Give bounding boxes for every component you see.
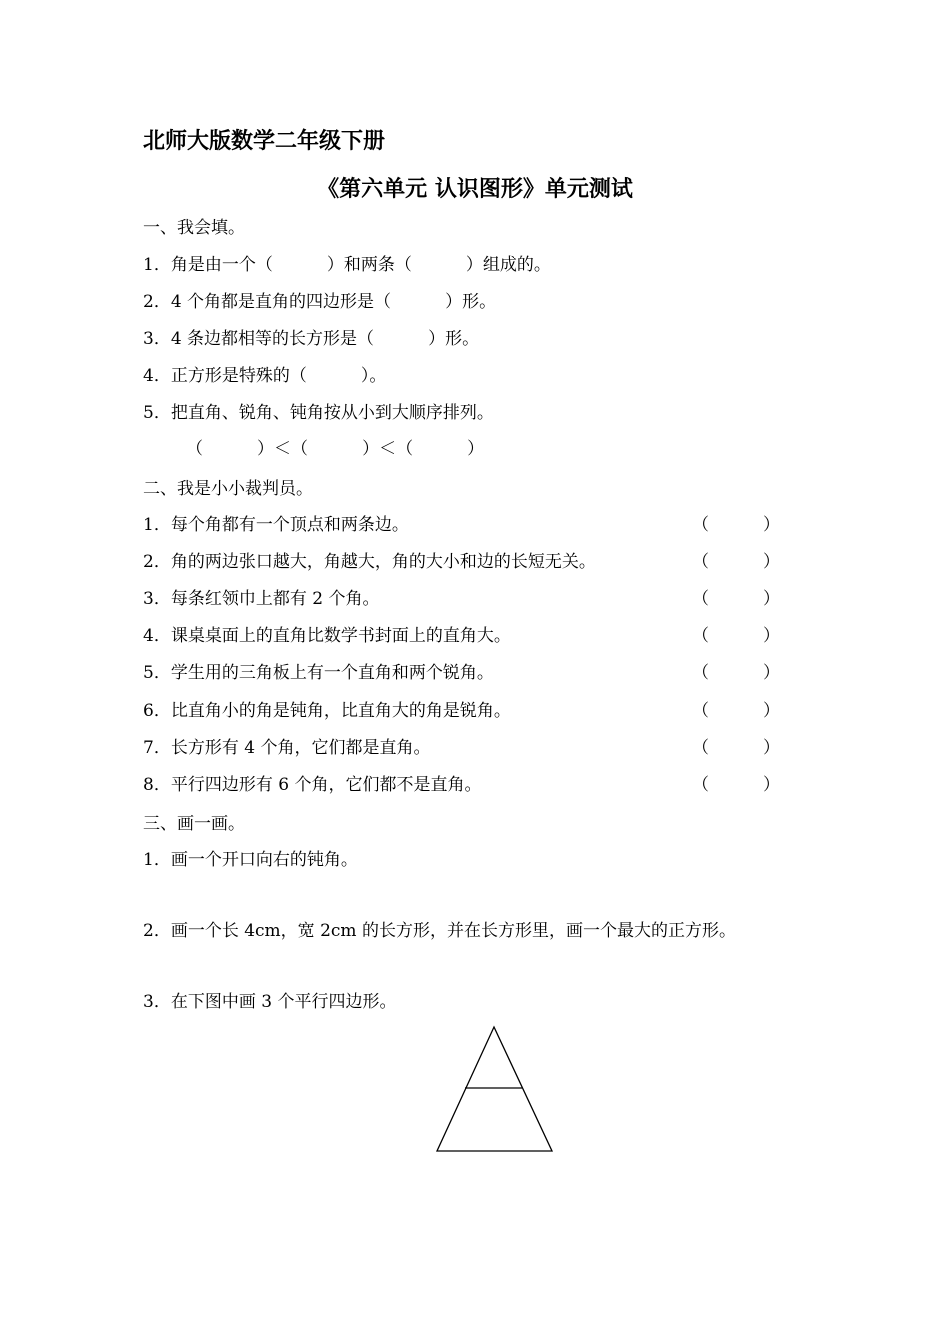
answer-blank: （ ） bbox=[691, 775, 780, 795]
judge-statement: 1．每个角都有一个顶点和两条边。 bbox=[143, 515, 409, 535]
judge-statement: 3．每条红领巾上都有 2 个角。 bbox=[143, 589, 380, 609]
document-subtitle: 《第六单元 认识图形》单元测试 bbox=[317, 177, 633, 202]
section1-item-4: 4．正方形是特殊的（ ）。 bbox=[143, 366, 387, 386]
section2-heading: 二、我是小小裁判员。 bbox=[143, 479, 313, 499]
answer-blank: （ ） bbox=[691, 589, 780, 609]
order-blanks: （ ）＜（ ）＜（ ） bbox=[186, 439, 485, 459]
answer-blank: （ ） bbox=[691, 626, 780, 646]
section3-item-3: 3．在下图中画 3 个平行四边形。 bbox=[143, 992, 397, 1012]
section3-item-2: 2．画一个长 4cm，宽 2cm 的长方形，并在长方形里，画一个最大的正方形。 bbox=[143, 921, 736, 941]
judge-statement: 8．平行四边形有 6 个角，它们都不是直角。 bbox=[143, 775, 482, 795]
triangle-outline bbox=[437, 1027, 552, 1151]
answer-blank: （ ） bbox=[691, 663, 780, 683]
judge-statement: 4．课桌桌面上的直角比数学书封面上的直角大。 bbox=[143, 626, 511, 646]
section3-heading: 三、画一画。 bbox=[143, 814, 245, 834]
section1-heading: 一、我会填。 bbox=[143, 218, 245, 238]
answer-blank: （ ） bbox=[691, 738, 780, 758]
document-title: 北师大版数学二年级下册 bbox=[143, 129, 386, 154]
triangle-figure bbox=[434, 1024, 556, 1156]
section1-item-1: 1．角是由一个（ ）和两条（ ）组成的。 bbox=[143, 255, 551, 275]
judge-statement: 7．长方形有 4 个角，它们都是直角。 bbox=[143, 738, 431, 758]
section1-item-3: 3．4 条边都相等的长方形是（ ）形。 bbox=[143, 329, 480, 349]
judge-statement: 5．学生用的三角板上有一个直角和两个锐角。 bbox=[143, 663, 494, 683]
section3-item-1: 1．画一个开口向右的钝角。 bbox=[143, 850, 358, 870]
section1-item-2: 2．4 个角都是直角的四边形是（ ）形。 bbox=[143, 292, 497, 312]
answer-blank: （ ） bbox=[691, 515, 780, 535]
judge-statement: 2．角的两边张口越大，角越大，角的大小和边的长短无关。 bbox=[143, 552, 596, 572]
answer-blank: （ ） bbox=[691, 552, 780, 572]
answer-blank: （ ） bbox=[691, 701, 780, 721]
judge-statement: 6．比直角小的角是钝角，比直角大的角是锐角。 bbox=[143, 701, 511, 721]
section1-item-5: 5．把直角、锐角、钝角按从小到大顺序排列。 bbox=[143, 403, 494, 423]
